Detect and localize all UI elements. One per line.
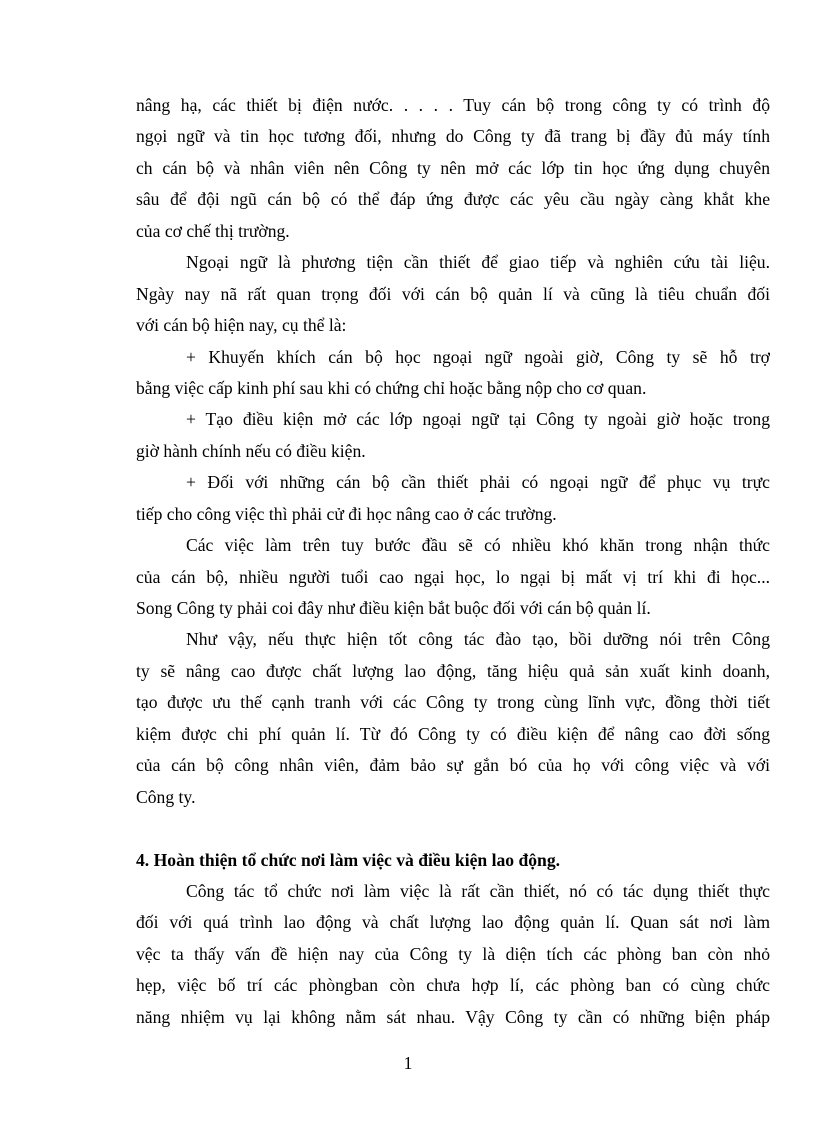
text-line: bằng việc cấp kinh phí sau khi có chứng chỉ hoặc bằng nộp cho cơ quan.: [136, 377, 647, 398]
text-line: Song Công ty phải coi đây như điều kiện bắt buộc đối với cán bộ quản lí.: [136, 598, 651, 618]
text-line: Ngoại ngữ là phương tiện cần thiết để giao tiếp và nghiên cứu tài liệu.: [186, 252, 770, 273]
text-line: của cơ chế thị trường.: [136, 220, 290, 241]
document-body: [136, 90, 770, 1033]
section-heading: 4. Hoàn thiện tổ chức nơi làm việc và điều kiện lao động.: [136, 849, 561, 870]
text-line: của cán bộ, nhiều người tuổi cao ngại học, lo ngại bị mất vị trí khi đi học...: [136, 566, 770, 587]
text-line: tạo được ưu thế cạnh tranh với các Công ty trong cùng lĩnh vực, đồng thời tiết: [136, 692, 770, 713]
text-line: Như vậy, nếu thực hiện tốt công tác đào tạo, bồi dưỡng nói trên Công: [186, 629, 770, 650]
text-line: + Khuyến khích cán bộ học ngoại ngữ ngoài giờ, Công ty sẽ hỗ trợ: [186, 346, 770, 367]
page-number: 1: [403, 1053, 413, 1073]
blank-line: [136, 813, 770, 844]
text-line: hẹp, việc bố trí các phòngban còn chưa hợp lí, các phòng ban có cùng chức: [136, 975, 770, 996]
text-line: đối với quá trình lao động và chất lượng lao động quản lí. Quan sát nơi làm: [136, 912, 770, 933]
text-line: Công ty.: [136, 786, 196, 807]
text-line: ngọi ngữ và tin học tương đối, nhưng do Công ty đã trang bị đầy đủ máy tính: [136, 126, 770, 147]
text-line: vệc ta thấy vấn đề hiện nay của Công ty là diện tích các phòng ban còn nhỏ: [136, 943, 770, 964]
text-line: Ngày nay nã rất quan trọng đối với cán bộ quản lí và cũng là tiêu chuẩn đối: [136, 283, 770, 304]
text-line: kiệm được chi phí quản lí. Từ đó Công ty có điều kiện để nâng cao đời sống: [136, 723, 770, 744]
text-line: tiếp cho công việc thì phải cử đi học nâng cao ở các trường.: [136, 503, 557, 524]
text-line: ch cán bộ và nhân viên nên Công ty nên mở các lớp tin học ứng dụng chuyên: [136, 157, 770, 178]
text-line: Công tác tổ chức nơi làm việc là rất cần thiết, nó có tác dụng thiết thực: [186, 880, 770, 901]
text-line: + Tạo điều kiện mở các lớp ngoại ngữ tại Công ty ngoài giờ hoặc trong: [186, 409, 770, 430]
text-line: sâu để đội ngũ cán bộ có thể đáp ứng được các yêu cầu ngày càng khắt khe: [136, 189, 770, 210]
text-line: năng nhiệm vụ lại không nằm sát nhau. Vậy Công ty cần có những biện pháp: [136, 1006, 770, 1027]
text-line: nâng hạ, các thiết bị điện nước. . . . . Tuy cán bộ trong công ty có trình độ: [136, 95, 770, 115]
text-line: Các việc làm trên tuy bước đầu sẽ có nhiều khó khăn trong nhận thức: [186, 535, 770, 556]
text-line: với cán bộ hiện nay, cụ thể là:: [136, 315, 347, 336]
text-line: giờ hành chính nếu có điều kiện.: [136, 440, 366, 461]
text-line: ty sẽ nâng cao được chất lượng lao động, tăng hiệu quả sản xuất kinh doanh,: [136, 660, 770, 681]
text-line: của cán bộ công nhân viên, đảm bảo sự gắn bó của họ với công việc và với: [136, 755, 770, 776]
text-line: + Đối với những cán bộ cần thiết phải có ngoại ngữ để phục vụ trực: [186, 472, 770, 493]
